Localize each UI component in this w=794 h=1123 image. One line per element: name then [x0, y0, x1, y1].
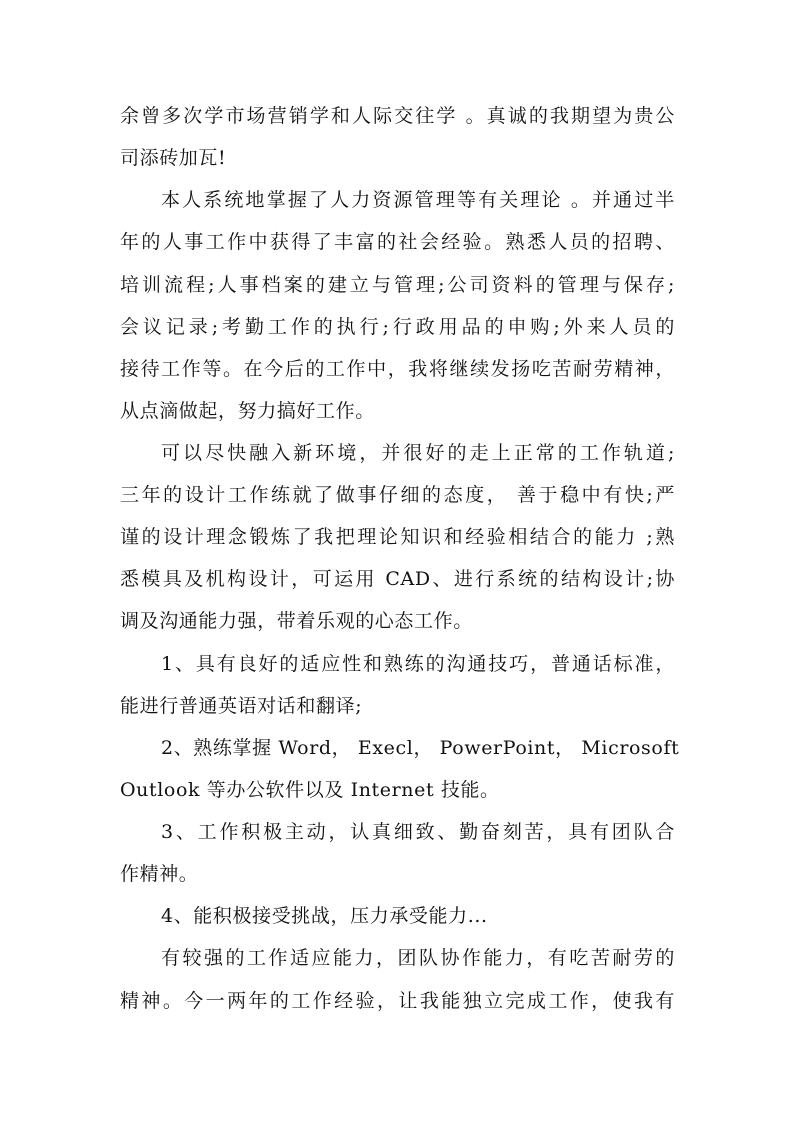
- text-line: 从点滴做起，努力搞好工作。: [120, 400, 375, 422]
- text-line: 三年的设计工作练就了做事仔细的态度， 善于稳中有快;严: [120, 484, 675, 506]
- text-line: 司添砖加瓦!: [120, 147, 227, 169]
- text-line: 本人系统地掌握了人力资源管理等有关理论 。并通过半: [161, 189, 675, 211]
- text-line: 悉模具及机构设计，可运用 CAD、进行系统的结构设计;协: [120, 568, 675, 590]
- text-line: 2、熟练掌握 Word， Execl， PowerPoint， Microsoft: [161, 737, 680, 759]
- text-line: 能进行普通英语对话和翻译;: [120, 695, 363, 717]
- text-line: 4、能积极接受挑战，压力承受能力...: [161, 905, 488, 927]
- text-line: 谨的设计理念锻炼了我把理论知识和经验相结合的能力 ;熟: [120, 526, 675, 548]
- text-line: 3、工作积极主动，认真细致、勤奋刻苦，具有团队合: [161, 821, 675, 843]
- text-line: 1、具有良好的适应性和熟练的沟通技巧，普通话标准，: [161, 653, 675, 675]
- text-line: 可以尽快融入新环境，并很好的走上正常的工作轨道;: [161, 442, 675, 464]
- text-line: 接待工作等。在今后的工作中，我将继续发扬吃苦耐劳精神，: [120, 358, 675, 380]
- text-line: 精神。今一两年的工作经验，让我能独立完成工作，使我有: [120, 990, 675, 1012]
- text-line: 调及沟通能力强，带着乐观的心态工作。: [120, 610, 473, 632]
- text-line: 有较强的工作适应能力，团队协作能力，有吃苦耐劳的: [161, 947, 675, 969]
- text-line: Outlook 等办公软件以及 Internet 技能。: [120, 779, 500, 801]
- text-line: 培训流程;人事档案的建立与管理;公司资料的管理与保存;: [120, 274, 675, 296]
- text-line: 年的人事工作中获得了丰富的社会经验。熟悉人员的招聘、: [120, 231, 675, 253]
- text-line: 作精神。: [120, 863, 199, 885]
- text-line: 会议记录;考勤工作的执行;行政用品的申购;外来人员的: [120, 316, 675, 338]
- text-line: 余曾多次学市场营销学和人际交往学 。真诚的我期望为贵公: [120, 105, 675, 127]
